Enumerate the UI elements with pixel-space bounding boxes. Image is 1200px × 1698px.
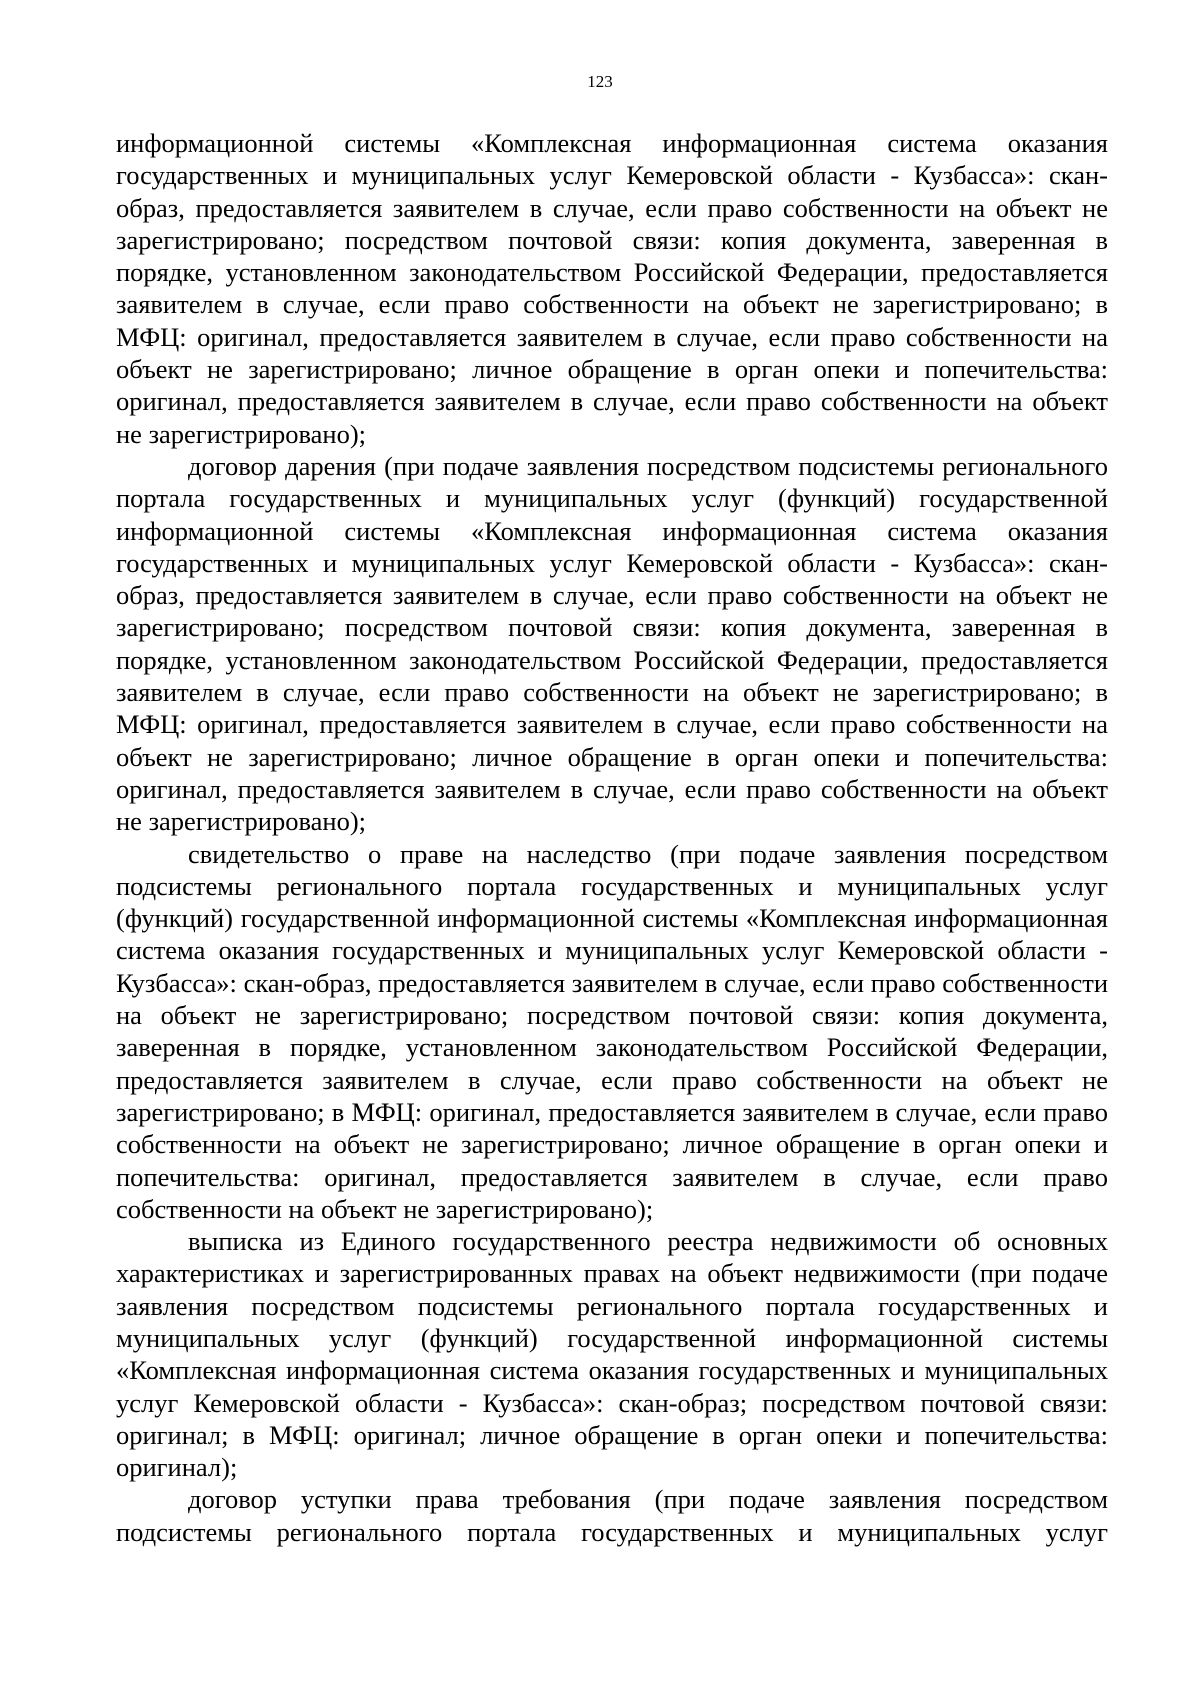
paragraph-registry-extract: выписка из Единого государственного реестра недвижимости об основных характеристиках и зарегистрированных правах на объект недвижимости (при подаче заявления посредством подсистемы регионального портала государственных и муниципальных услуг (функций) государственной информационной системы «Комплексная информационная система оказания государственных и муниципальных услуг Кемеровской области - Кузбасса»: скан-образ; посредством почтовой связи: оригинал; в МФЦ: оригинал; личное обращение в орган опеки и попечительства: оригинал); xyxy=(116,1226,1108,1483)
paragraph-continuation: информационной системы «Комплексная информационная система оказания государственных и муниципальных услуг Кемеровской области - Кузбасса»: скан-образ, предоставляется заявителем в случае, если право собственности на объект не зарегистрировано; посредством почтовой связи: копия документа, заверенная в порядке, установленном законодательством Российской Федерации, предоставляется заявителем в случае, если право собственности на объект не зарегистрировано; в МФЦ: оригинал, предоставляется заявителем в случае, если право собственности на объект не зарегистрировано; личное обращение в орган опеки и попечительства: оригинал, предоставляется заявителем в случае, если право собственности на объект не зарегистрировано); xyxy=(116,128,1108,449)
page-number: 123 xyxy=(587,72,613,91)
paragraph-inheritance-certificate: свидетельство о праве на наследство (при подаче заявления посредством подсистемы регионального портала государственных и муниципальных услуг (функций) государственной информационной системы «Комплексная информационная система оказания государственных и муниципальных услуг Кемеровской области - Кузбасса»: скан-образ, предоставляется заявителем в случае, если право собственности на объект не зарегистрировано; посредством почтовой связи: копия документа, заверенная в порядке, установленном законодательством Российской Федерации, предоставляется заявителем в случае, если право собственности на объект не зарегистрировано; в МФЦ: оригинал, предоставляется заявителем в случае, если право собственности на объект не зарегистрировано; личное обращение в орган опеки и попечительства: оригинал, предоставляется заявителем в случае, если право собственности на объект не зарегистрировано); xyxy=(116,838,1108,1224)
document-body xyxy=(116,127,1108,1548)
paragraph-gift-agreement: договор дарения (при подаче заявления посредством подсистемы регионального портала государственных и муниципальных услуг (функций) государственной информационной системы «Комплексная информационная система оказания государственных и муниципальных услуг Кемеровской области - Кузбасса»: скан-образ, предоставляется заявителем в случае, если право собственности на объект не зарегистрировано; посредством почтовой связи: копия документа, заверенная в порядке, установленном законодательством Российской Федерации, предоставляется заявителем в случае, если право собственности на объект не зарегистрировано; в МФЦ: оригинал, предоставляется заявителем в случае, если право собственности на объект не зарегистрировано; личное обращение в орган опеки и попечительства: оригинал, предоставляется заявителем в случае, если право собственности на объект не зарегистрировано); xyxy=(116,450,1108,837)
paragraph-assignment-agreement: договор уступки права требования (при подаче заявления посредством подсистемы регионального портала государственных и муниципальных услуг xyxy=(116,1484,1108,1547)
